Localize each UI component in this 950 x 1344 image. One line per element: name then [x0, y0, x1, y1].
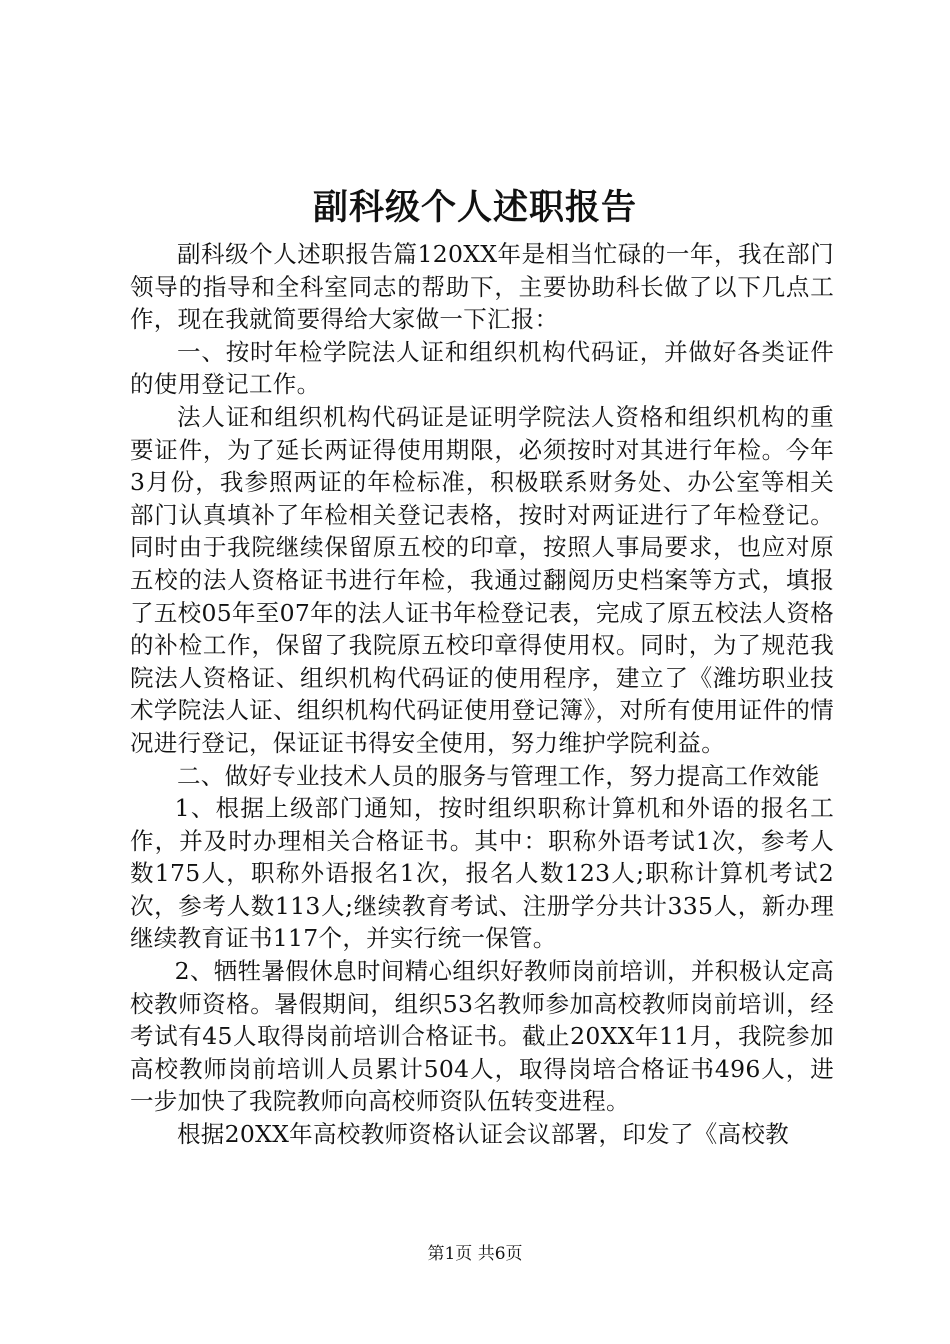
paragraph-item-2: 2、牺牲暑假休息时间精心组织好教师岗前培训，并积极认定高校教师资格。暑假期间，组织53名教师参加高校教师岗前培训，经考试有45人取得岗前培训合格证书。截止20XX年11月，我院参加高校教师岗前培训人员累计504人，取得岗培合格证书496人，进一步加快了我院教师向高校师资队伍转变进程。 — [130, 957, 834, 1116]
paragraph-item-1: 1、根据上级部门通知，按时组织职称计算机和外语的报名工作，并及时办理相关合格证书。其中：职称外语考试1次，参考人数175人，职称外语报名1次，报名人数123人;职称计算机考试2次，参考人数113人;继续教育考试、注册学分共计335人，新办理继续教育证书117个，并实行统一保管。 — [130, 794, 834, 953]
document-body — [130, 238, 834, 1151]
section-heading-1: 一、按时年检学院法人证和组织机构代码证，并做好各类证件的使用登记工作。 — [130, 337, 834, 399]
paragraph-license-annual-check: 法人证和组织机构代码证是证明学院法人资格和组织机构的重要证件，为了延长两证得使用期限，必须按时对其进行年检。今年3月份，我参照两证的年检标准，积极联系财务处、办公室等相关部门认真填补了年检相关登记表格，按时对两证进行了年检登记。同时由于我院继续保留原五校的印章，按照人事局要求，也应对原五校的法人资格证书进行年检，我通过翻阅历史档案等方式，填报了五校05年至07年的法人证书年检登记表，完成了原五校法人资格的补检工作，保留了我院原五校印章得使用权。同时，为了规范我院法人资格证、组织机构代码证的使用程序，建立了《潍坊职业技术学院法人证、组织机构代码证使用登记簿》，对所有使用证件的情况进行登记，保证证书得安全使用，努力维护学院利益。 — [130, 402, 834, 757]
section-heading-2: 二、做好专业技术人员的服务与管理工作，努力提高工作效能 — [177, 761, 820, 790]
paragraph-intro: 副科级个人述职报告篇120XX年是相当忙碌的一年，我在部门领导的指导和全科室同志的帮助下，主要协助科长做了以下几点工作，现在我就简要得给大家做一下汇报： — [130, 240, 834, 334]
document-title: 副科级个人述职报告 — [312, 187, 637, 228]
page-footer: 第1页 共6页 — [427, 1244, 523, 1264]
paragraph-qualification: 根据20XX年高校教师资格认证会议部署，印发了《高校教 — [177, 1120, 789, 1149]
